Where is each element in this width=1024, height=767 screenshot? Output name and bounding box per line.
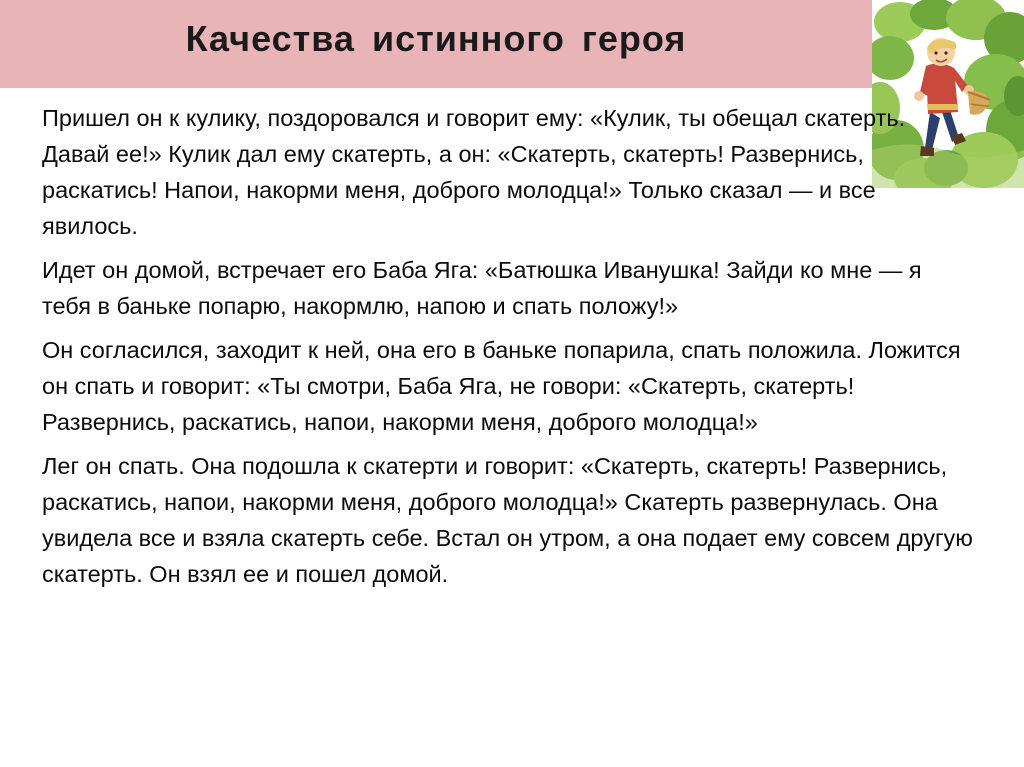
slide-body	[8, 100, 1014, 600]
paragraph: Лег он спать. Она подошла к скатерти и говорит: «Скатерть, скатерть! Развернись, раскатись, напои, накорми меня, доброго молодца!» Скатерть развернулась. Она увидела все и взяла скатерть себе. Встал он утром, а она подает ему совсем другую скатерть. Он взял ее и пошел домой.	[42, 453, 973, 587]
page-title: Качества истинного героя	[185, 18, 687, 59]
paragraph: Он согласился, заходит к ней, она его в баньке попарила, спать положила. Ложится он спать и говорит: «Ты смотри, Баба Яга, не говори: «Скатерть, скатерть! Развернись, раскатись, напои, накорми меня, доброго молодца!»	[42, 337, 961, 435]
paragraph: Пришел он к кулику, поздоровался и говорит ему: «Кулик, ты обещал скатерть. Давай ее!» Кулик дал ему скатерть, а он: «Скатерть, скатерть! Развернись, раскатись! Напои, накорми меня, доброго молодца!» Только сказал — и все явилось.	[42, 105, 906, 239]
paragraph: Идет он домой, встречает его Баба Яга: «Батюшка Иванушка! Зайди ко мне — я тебя в баньке попарю, накормлю, напою и спать положу!»	[42, 257, 922, 319]
